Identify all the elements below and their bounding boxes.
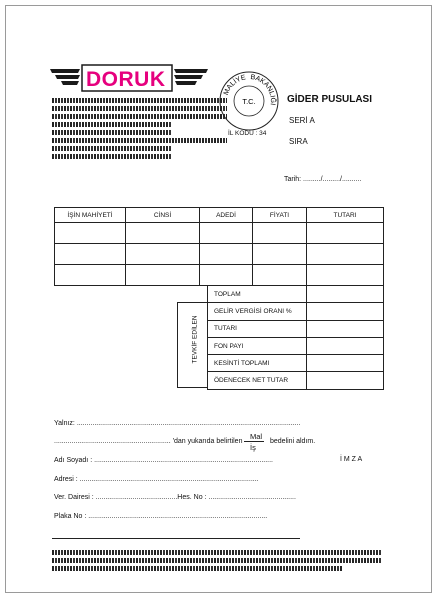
adresi-field[interactable]: Adresi : ............................................................................................ [54,476,259,483]
summary-row [208,355,384,372]
redacted-line [52,106,227,111]
mal-option: Mal [250,432,263,441]
col-header: ADEDİ [200,208,253,223]
aldim-suffix: bedelini aldım. [270,438,316,445]
table-row[interactable] [55,223,384,244]
il-kodu: İL KODU : 34 [228,130,267,137]
is-option: İş [250,443,256,452]
redacted-line [52,98,227,103]
summary-value[interactable] [307,337,384,354]
items-table [54,207,384,286]
brand-logo [50,63,208,93]
redacted-line [52,154,172,159]
redacted-line [52,122,172,127]
table-header-row [55,208,384,223]
summary-value[interactable] [307,303,384,320]
summary-label: FON PAYI [208,337,307,354]
signature-rule [52,538,300,539]
summary-value[interactable] [307,286,384,303]
seri-label: SERİ A [289,116,315,125]
tarih-field[interactable]: Tarih: ........./........./.......... [284,176,362,183]
aldim-prefix[interactable]: ............................................................ 'dan yukarıda belirtilen [54,438,243,445]
adi-soyadi-field[interactable]: Adı Soyadı : ............................................................................................ [54,457,274,464]
redacted-line [52,114,227,119]
summary-label: TOPLAM [208,286,307,303]
summary-row [208,286,384,303]
table-row[interactable] [55,244,384,265]
brand-name: DORUK [86,68,166,91]
summary-value[interactable] [307,320,384,337]
summary-row [208,320,384,337]
col-header: FİYATI [253,208,307,223]
table-row[interactable] [55,265,384,286]
tevkif-label: TEVKİF EDİLEN [191,315,199,364]
col-header: İŞİN MAHİYETİ [55,208,126,223]
redacted-line [52,130,172,135]
summary-value[interactable] [307,372,384,389]
col-header: CİNSİ [126,208,200,223]
summary-label: KESİNTİ TOPLAMI [208,355,307,372]
fraction-line [244,441,264,442]
summary-row [208,337,384,354]
col-header: TUTARI [307,208,384,223]
summary-label: TUTARI [208,320,307,337]
yaziyla-field[interactable]: Yalnız: ................................................................................................................... [54,420,301,427]
svg-text:MALİYE [223,74,247,96]
summary-table [207,285,384,390]
plaka-field[interactable]: Plaka No : ............................................................................................ [54,513,268,520]
seal-side-text: BAKANLIĞI [249,73,277,106]
redacted-line [52,558,382,563]
vergi-field[interactable]: Ver. Dairesi : ..........................................Hes. No : ............................................. [54,494,296,501]
imza-label: İ M Z A [340,456,363,463]
summary-row [208,372,384,389]
ministry-seal [218,70,280,132]
seal-center: T.C. [242,97,256,106]
redacted-line [52,566,342,571]
summary-label: GELİR VERGİSİ ORANI % [208,303,307,320]
summary-label: ÖDENECEK NET TUTAR [208,372,307,389]
redacted-line [52,550,382,555]
page-title: GİDER PUSULASI [287,94,373,105]
seal-top-text: MALİYE [222,74,247,97]
redacted-line [52,146,172,151]
summary-row [208,303,384,320]
redacted-line [52,138,227,143]
sira-label: SIRA [289,137,308,146]
summary-value[interactable] [307,355,384,372]
